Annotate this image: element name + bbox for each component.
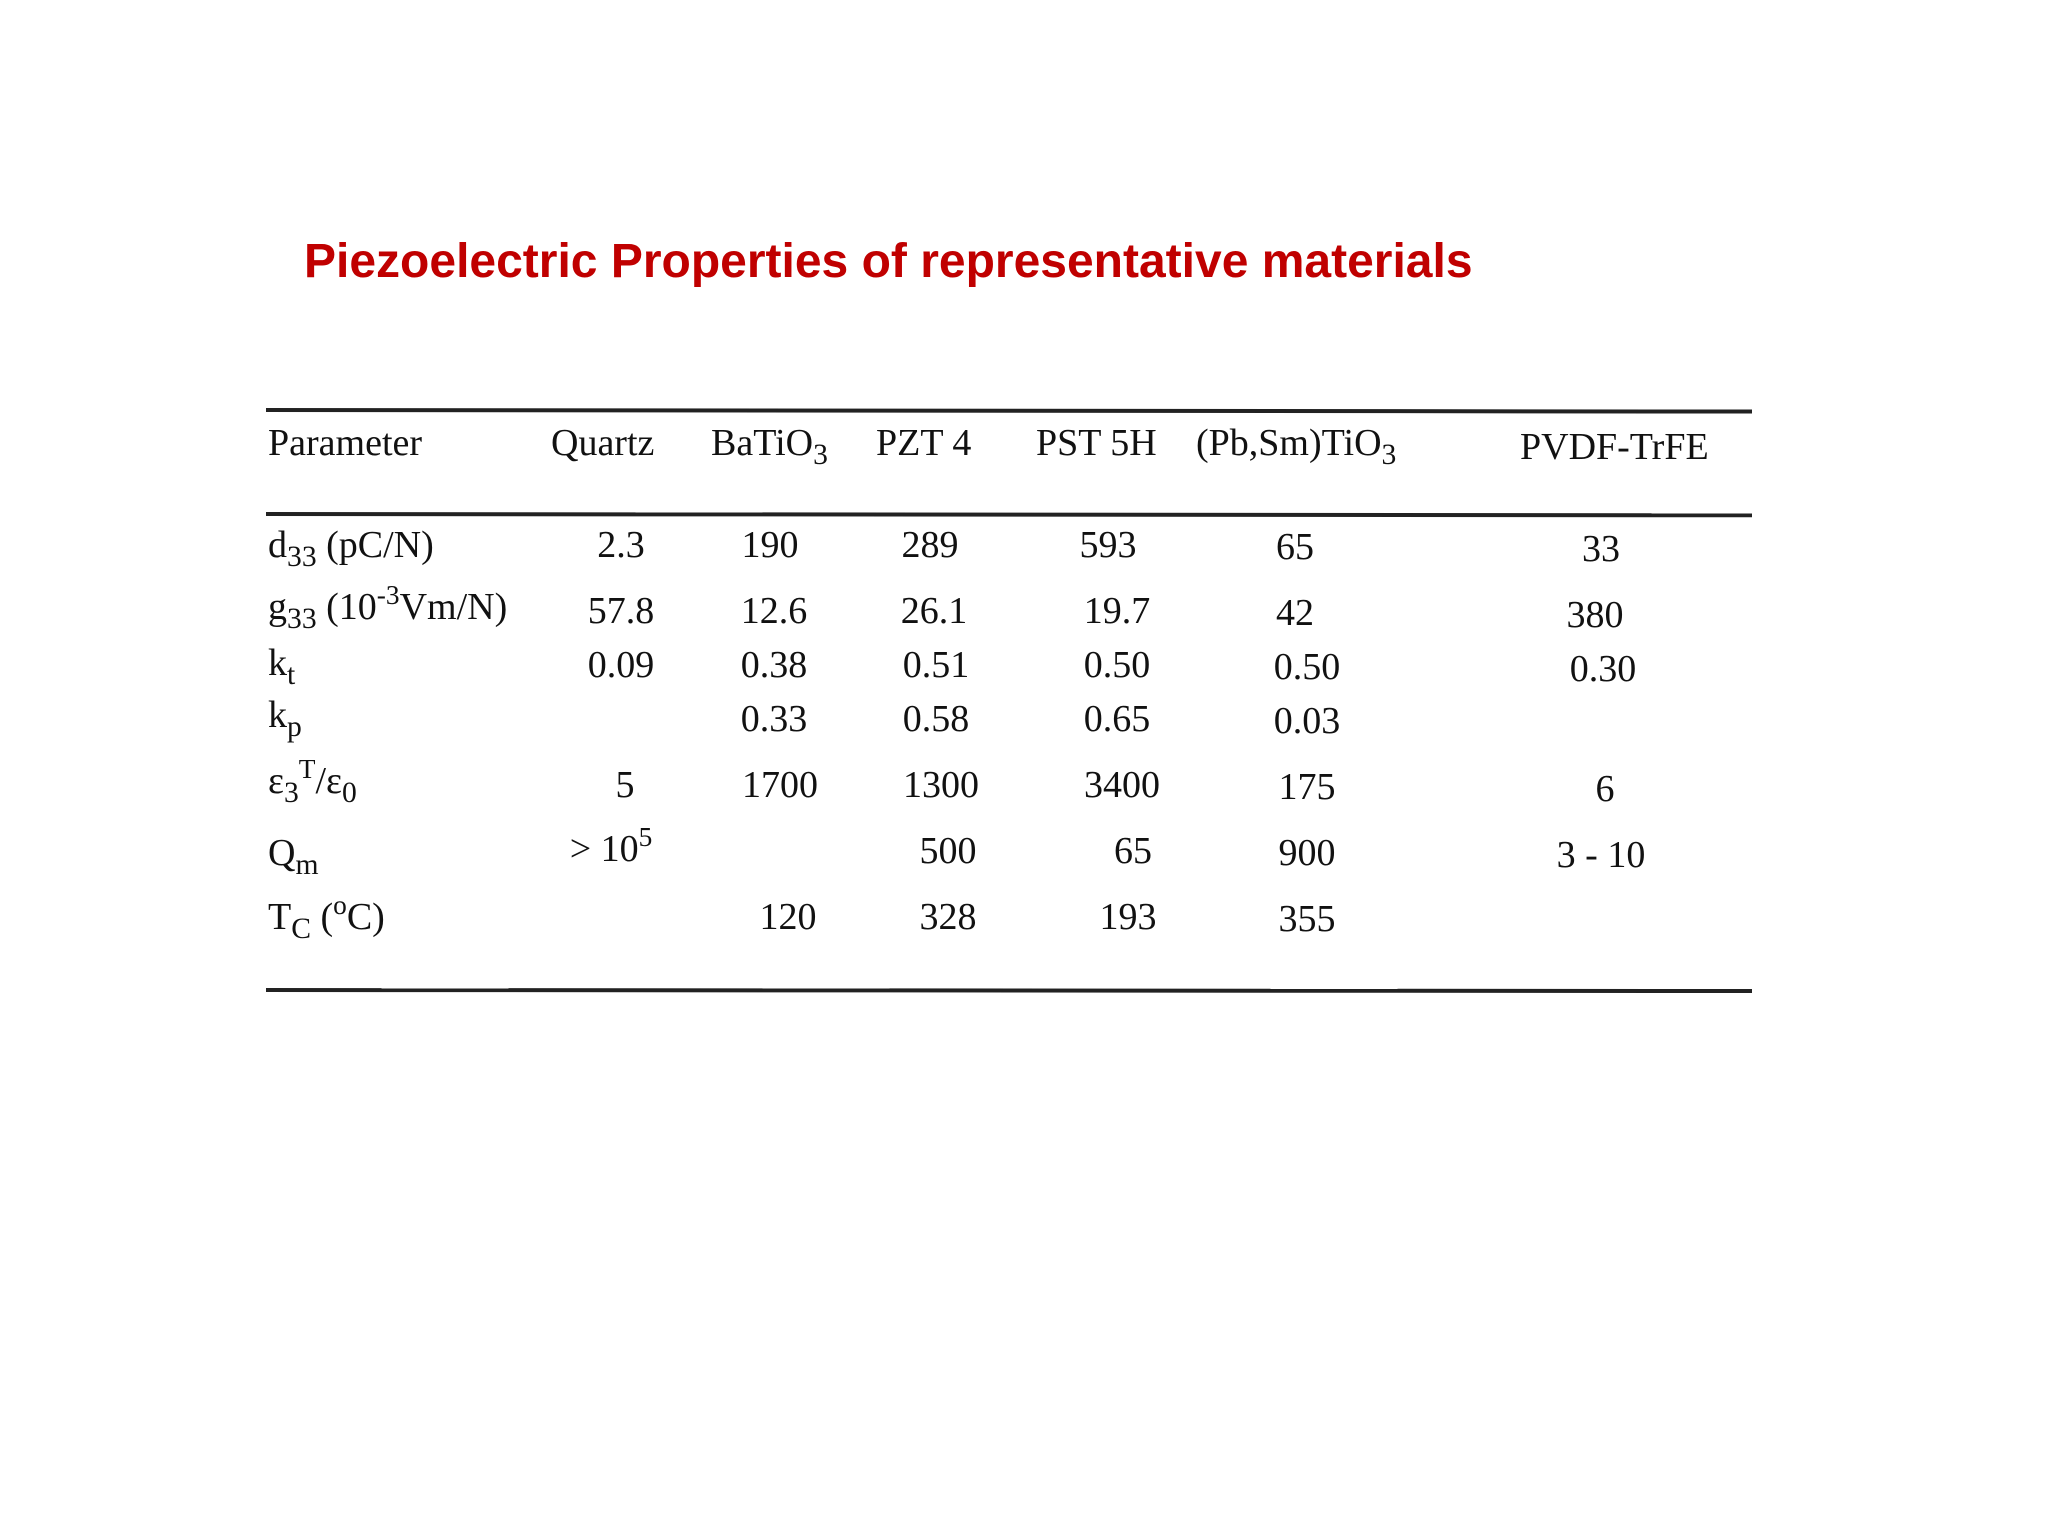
g33-pst5h: 19.7 xyxy=(1083,590,1151,632)
g33-batio3: 12.6 xyxy=(740,590,808,632)
kp-pzt4: 0.58 xyxy=(902,698,970,740)
qm-pbsmtio3: 900 xyxy=(1278,832,1336,874)
g33-quartz: 57.8 xyxy=(587,590,655,632)
table-bottom-rule xyxy=(266,988,1752,993)
tc-pbsmtio3: 355 xyxy=(1278,898,1336,940)
g33-pzt4: 26.1 xyxy=(900,590,968,632)
kt-pzt4: 0.51 xyxy=(902,644,970,686)
d33-pbsmtio3: 65 xyxy=(1276,526,1314,568)
kt-batio3: 0.38 xyxy=(740,644,808,686)
g33-pvdf: 380 xyxy=(1566,594,1624,636)
param-d33: $d_{33}$ (pC/N) xyxy=(268,524,434,573)
kp-batio3: 0.33 xyxy=(740,698,808,740)
param-tc: $T_C$ ($^o$C) xyxy=(268,889,385,945)
kt-quartz: 0.09 xyxy=(587,644,655,686)
permittivity-pvdf: 6 xyxy=(1595,768,1615,810)
header-pbsmtio3: (Pb,Sm)TiO$_3$ xyxy=(1196,422,1397,471)
kt-pbsmtio3: 0.50 xyxy=(1273,646,1341,688)
kp-pst5h: 0.65 xyxy=(1083,698,1151,740)
properties-table xyxy=(266,408,1752,998)
header-pvdf-trfe: PVDF-TrFE xyxy=(1520,426,1709,468)
d33-pzt4: 289 xyxy=(901,524,959,566)
d33-quartz: 2.3 xyxy=(597,524,645,566)
header-pzt4: PZT 4 xyxy=(876,422,972,464)
permittivity-quartz: 5 xyxy=(615,764,635,806)
param-g33: $g_{33}$ $(10^{-3}Vm/N)$ xyxy=(268,579,508,635)
param-kt: $k_t$ xyxy=(268,642,296,691)
d33-pvdf: 33 xyxy=(1582,528,1620,570)
kp-pbsmtio3: 0.03 xyxy=(1273,700,1341,742)
d33-pst5h: 593 xyxy=(1079,524,1137,566)
header-parameter: Parameter xyxy=(268,422,423,464)
table-top-rule xyxy=(266,408,1752,414)
param-kp: $k_p$ xyxy=(268,694,302,743)
header-pst5h: PST 5H xyxy=(1036,422,1157,464)
permittivity-batio3: 1700 xyxy=(742,764,818,806)
permittivity-pst5h: 3400 xyxy=(1084,764,1160,806)
table-header-rule xyxy=(266,512,1752,517)
g33-pbsmtio3: 42 xyxy=(1276,592,1314,634)
header-batio3: BaTiO$_3$ xyxy=(711,422,828,471)
d33-batio3: 190 xyxy=(741,524,799,566)
kt-pst5h: 0.50 xyxy=(1083,644,1151,686)
permittivity-pzt4: 1300 xyxy=(903,764,979,806)
tc-pzt4: 328 xyxy=(919,896,977,938)
qm-pst5h: 65 xyxy=(1114,830,1152,872)
kt-pvdf: 0.30 xyxy=(1569,648,1637,690)
slide-title: Piezoelectric Properties of representative materials xyxy=(304,235,1473,288)
permittivity-pbsmtio3: 175 xyxy=(1278,766,1336,808)
tc-pst5h: 193 xyxy=(1099,896,1157,938)
header-quartz: Quartz xyxy=(551,422,655,464)
param-qm: $Q_m$ xyxy=(268,832,319,881)
qm-quartz: > $10^5$ xyxy=(569,821,653,870)
tc-batio3: 120 xyxy=(759,896,817,938)
qm-pzt4: 500 xyxy=(919,830,977,872)
param-permittivity: $\varepsilon_3^T/\varepsilon_0$ xyxy=(268,753,357,809)
qm-pvdf: 3 - 10 xyxy=(1556,834,1646,876)
